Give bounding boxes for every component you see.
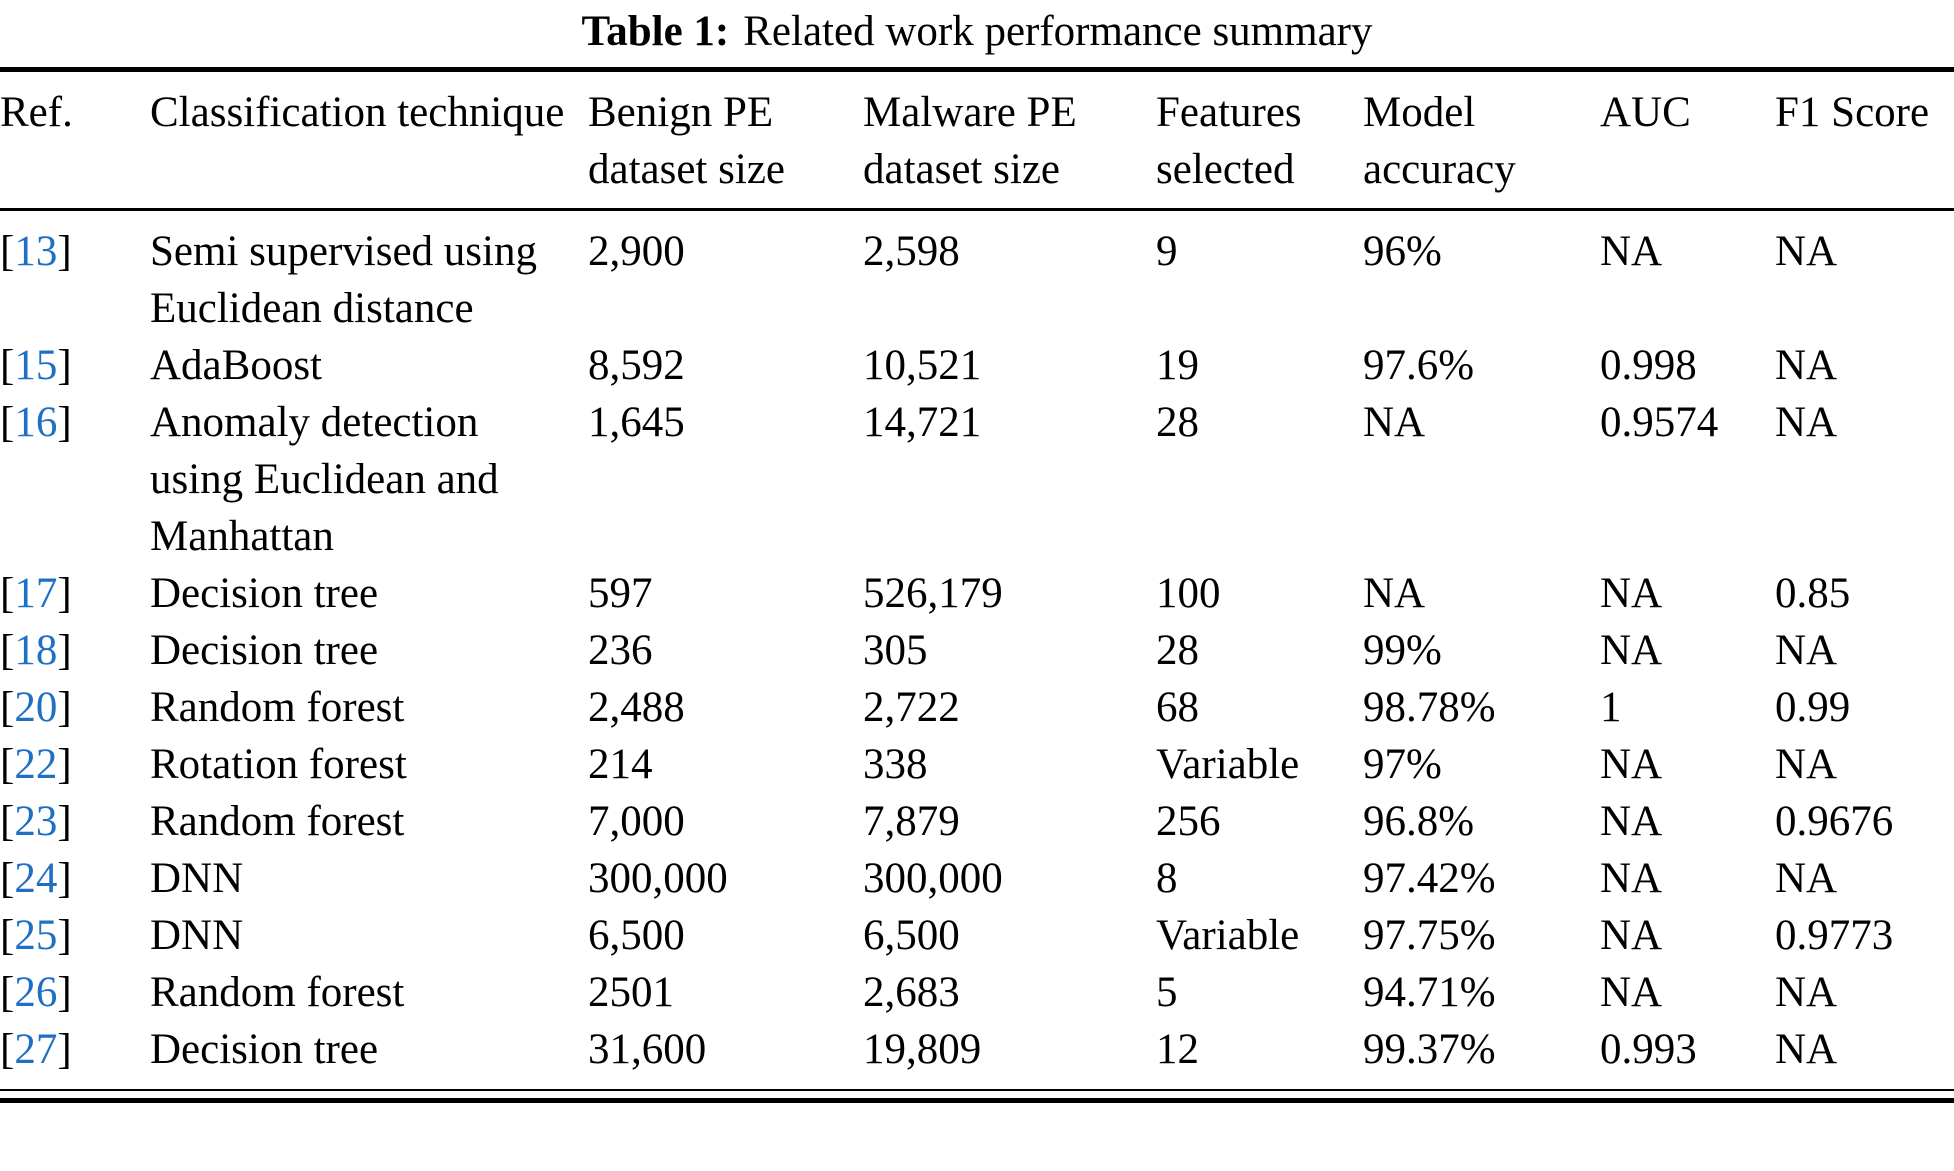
citation-bracket-open: [ [0,798,15,845]
cell-accuracy: 99% [1363,627,1442,674]
table-row [0,793,1954,850]
citation-bracket-close: ] [57,741,72,788]
cell-auc: NA [1600,969,1663,1016]
cell-features: 12 [1156,1026,1199,1073]
cell-malware: 14,721 [863,399,982,446]
table-row [0,736,1954,793]
cell-accuracy: 98.78% [1363,684,1496,731]
column-header-ref: Ref. [0,72,150,210]
cell-auc: 0.9574 [1600,399,1719,446]
cell-benign: 1,645 [588,399,685,446]
cell-f1: NA [1775,855,1838,902]
cell-technique: Random forest [150,684,405,731]
cell-technique: DNN [150,912,244,959]
citation-bracket-close: ] [57,570,72,617]
cell-f1: 0.9676 [1775,798,1894,845]
table-row [0,622,1954,679]
citation-bracket-open: [ [0,1026,15,1073]
citation-ref-link[interactable]: 24 [14,855,58,902]
cell-benign: 8,592 [588,342,685,389]
citation-bracket-close: ] [57,1026,72,1073]
table-row [0,337,1954,394]
citation-ref-link[interactable]: 15 [14,342,58,389]
bottom-rule-thick [0,1098,1954,1103]
cell-ref [0,907,150,964]
citation-bracket-open: [ [0,684,15,731]
cell-technique: Semi supervised using Euclidean distance [150,228,537,332]
citation-bracket-open: [ [0,627,15,674]
cell-ref [0,394,150,565]
cell-accuracy: NA [1363,570,1426,617]
cell-features: Variable [1156,741,1300,788]
table-row [0,850,1954,907]
citation-bracket-open: [ [0,912,15,959]
cell-benign: 31,600 [588,1026,707,1073]
cell-f1: NA [1775,1026,1838,1073]
cell-malware: 2,722 [863,684,960,731]
cell-auc: NA [1600,627,1663,674]
table-row [0,565,1954,622]
cell-malware: 338 [863,741,928,788]
cell-f1: NA [1775,342,1838,389]
cell-ref [0,622,150,679]
citation-bracket-open: [ [0,855,15,902]
citation-bracket-close: ] [57,228,72,275]
cell-auc: 0.993 [1600,1026,1697,1073]
cell-f1: NA [1775,399,1838,446]
cell-ref [0,964,150,1021]
cell-malware: 6,500 [863,912,960,959]
cell-f1: 0.85 [1775,570,1851,617]
citation-bracket-close: ] [57,627,72,674]
citation-ref-link[interactable]: 18 [14,627,58,674]
citation-ref-link[interactable]: 22 [14,741,58,788]
column-header-malware: Malware PE dataset size [863,72,1156,210]
cell-ref [0,565,150,622]
citation-ref-link[interactable]: 23 [14,798,58,845]
cell-benign: 597 [588,570,653,617]
citation-bracket-close: ] [57,342,72,389]
column-header-f1: F1 Score [1775,72,1954,210]
table-row [0,210,1954,338]
citation-bracket-open: [ [0,741,15,788]
cell-ref [0,736,150,793]
cell-benign: 7,000 [588,798,685,845]
cell-technique: AdaBoost [150,342,322,389]
cell-malware: 2,683 [863,969,960,1016]
cell-technique: Decision tree [150,1026,379,1073]
table-row [0,679,1954,736]
citation-bracket-open: [ [0,342,15,389]
citation-ref-link[interactable]: 20 [14,684,58,731]
table-row [0,1021,1954,1078]
cell-auc: 1 [1600,684,1622,731]
cell-benign: 236 [588,627,653,674]
cell-technique: DNN [150,855,244,902]
cell-accuracy: 97.6% [1363,342,1475,389]
cell-malware: 300,000 [863,855,1003,902]
cell-f1: NA [1775,627,1838,674]
cell-features: 5 [1156,969,1178,1016]
cell-malware: 526,179 [863,570,1003,617]
column-header-features: Features selected [1156,72,1363,210]
table-row [0,394,1954,565]
cell-benign: 2501 [588,969,674,1016]
cell-technique: Anomaly detection using Euclidean and Manhattan [150,399,499,560]
cell-benign: 2,900 [588,228,685,275]
cell-auc: NA [1600,912,1663,959]
citation-bracket-open: [ [0,969,15,1016]
cell-technique: Random forest [150,969,405,1016]
table-body [0,210,1954,1079]
cell-technique: Decision tree [150,570,379,617]
cell-auc: NA [1600,855,1663,902]
cell-accuracy: 94.71% [1363,969,1496,1016]
cell-benign: 214 [588,741,653,788]
cell-features: 28 [1156,627,1199,674]
cell-accuracy: 96% [1363,228,1442,275]
cell-malware: 2,598 [863,228,960,275]
cell-features: 9 [1156,228,1178,275]
cell-features: 68 [1156,684,1199,731]
cell-ref [0,337,150,394]
table-caption-label: Table 1: [581,8,730,55]
citation-ref-link[interactable]: 13 [14,228,58,275]
cell-ref [0,1021,150,1078]
cell-features: 28 [1156,399,1199,446]
cell-features: 8 [1156,855,1178,902]
cell-f1: NA [1775,969,1838,1016]
cell-accuracy: 96.8% [1363,798,1475,845]
cell-malware: 10,521 [863,342,982,389]
cell-f1: 0.9773 [1775,912,1894,959]
header-row [0,72,1954,210]
cell-f1: NA [1775,228,1838,275]
citation-bracket-close: ] [57,969,72,1016]
cell-auc: NA [1600,741,1663,788]
cell-auc: NA [1600,570,1663,617]
table-row [0,964,1954,1021]
cell-benign: 300,000 [588,855,728,902]
column-header-auc: AUC [1600,72,1775,210]
cell-accuracy: 97% [1363,741,1442,788]
table-caption [0,0,1954,60]
cell-accuracy: NA [1363,399,1426,446]
column-header-accuracy: Model accuracy [1363,72,1600,210]
cell-ref [0,210,150,338]
column-header-benign: Benign PE dataset size [588,72,863,210]
cell-benign: 6,500 [588,912,685,959]
cell-features: 100 [1156,570,1221,617]
citation-bracket-open: [ [0,228,15,275]
citation-ref-link[interactable]: 17 [14,570,58,617]
citation-bracket-open: [ [0,399,15,446]
citation-bracket-close: ] [57,855,72,902]
cell-features: 256 [1156,798,1221,845]
table-caption-text: Related work performance summary [743,8,1373,55]
cell-features: 19 [1156,342,1199,389]
related-work-table [0,72,1954,1078]
citation-ref-link[interactable]: 25 [14,912,58,959]
bottom-rule-thin [0,1089,1954,1091]
cell-auc: NA [1600,798,1663,845]
cell-ref [0,793,150,850]
cell-malware: 19,809 [863,1026,982,1073]
table-row [0,907,1954,964]
cell-features: Variable [1156,912,1300,959]
cell-auc: 0.998 [1600,342,1697,389]
cell-ref [0,679,150,736]
cell-ref [0,850,150,907]
cell-auc: NA [1600,228,1663,275]
cell-technique: Rotation forest [150,741,407,788]
cell-malware: 7,879 [863,798,960,845]
cell-benign: 2,488 [588,684,685,731]
citation-bracket-open: [ [0,570,15,617]
cell-malware: 305 [863,627,928,674]
citation-bracket-close: ] [57,798,72,845]
citation-bracket-close: ] [57,912,72,959]
citation-ref-link[interactable]: 16 [14,399,58,446]
cell-accuracy: 99.37% [1363,1026,1496,1073]
cell-f1: NA [1775,741,1838,788]
column-header-technique: Classification technique [150,72,588,210]
cell-f1: 0.99 [1775,684,1851,731]
citation-bracket-close: ] [57,399,72,446]
citation-ref-link[interactable]: 27 [14,1026,58,1073]
cell-technique: Decision tree [150,627,379,674]
cell-accuracy: 97.42% [1363,855,1496,902]
citation-ref-link[interactable]: 26 [14,969,58,1016]
cell-technique: Random forest [150,798,405,845]
cell-accuracy: 97.75% [1363,912,1496,959]
citation-bracket-close: ] [57,684,72,731]
